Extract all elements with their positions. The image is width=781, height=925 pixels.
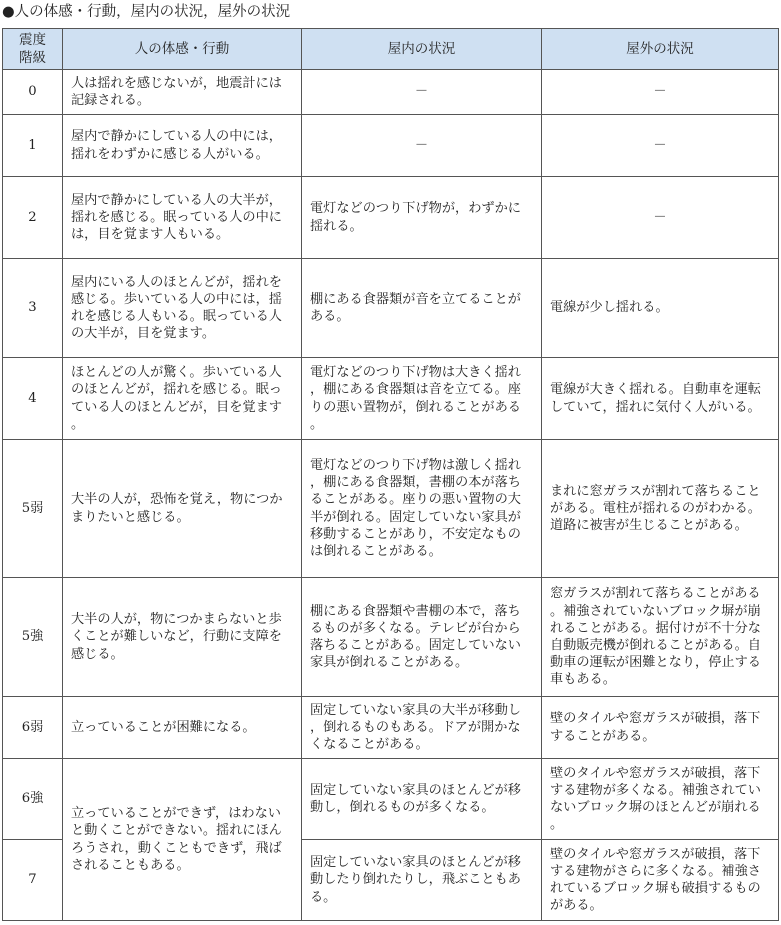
people-cell: 大半の人が，物につかまらないと歩くことが難しいなど，行動に支障を感じる。 — [63, 578, 302, 697]
outdoor-cell: 窓ガラスが割れて落ちることがある。補強されていないブロック塀が崩れることがある。据付けが不十分な自動販売機が倒れることがある。自動車の運転が困難となり，停止する車もある。 — [542, 578, 779, 697]
table-row — [3, 358, 779, 440]
outdoor-cell: － — [542, 70, 779, 115]
people-cell: 屋内で静かにしている人の大半が，揺れを感じる。眠っている人の中には，目を覚ます人もいる。 — [63, 177, 302, 259]
people-cell: 屋内で静かにしている人の中には，揺れをわずかに感じる人がいる。 — [63, 115, 302, 177]
table-row — [3, 578, 779, 697]
level-cell: 1 — [3, 115, 63, 177]
table-row — [3, 259, 779, 358]
people-cell: ほとんどの人が驚く。歩いている人のほとんどが，揺れを感じる。眠っている人のほとんどが，目を覚ます。 — [63, 358, 302, 440]
table-row — [3, 759, 779, 840]
header-level: 震度 階級 — [3, 29, 63, 70]
outdoor-cell: 電線が少し揺れる。 — [542, 259, 779, 358]
indoor-cell: 電灯などのつり下げ物は激しく揺れ，棚にある食器類，書棚の本が落ちることがある。座りの悪い置物の大半が倒れる。固定していない家具が移動することがあり，不安定なものは倒れることがある。 — [302, 440, 542, 578]
table-row — [3, 177, 779, 259]
indoor-cell: － — [302, 115, 542, 177]
indoor-cell: 電灯などのつり下げ物が，わずかに揺れる。 — [302, 177, 542, 259]
people-cell: 人は揺れを感じないが，地震計には記録される。 — [63, 70, 302, 115]
header-indoor: 屋内の状況 — [302, 29, 542, 70]
table-row — [3, 440, 779, 578]
outdoor-cell: 壁のタイルや窓ガラスが破損，落下することがある。 — [542, 697, 779, 759]
section-title: ●人の体感・行動，屋内の状況，屋外の状況 — [2, 4, 291, 20]
indoor-cell: － — [302, 70, 542, 115]
level-cell: 6強 — [3, 759, 63, 840]
people-cell: 立っていることができず，はわないと動くことができない。揺れにほんろうされ，動くこともできず，飛ばされることもある。 — [63, 759, 302, 921]
indoor-cell: 棚にある食器類や書棚の本で，落ちるものが多くなる。テレビが台から落ちることがある。固定していない家具が倒れることがある。 — [302, 578, 542, 697]
indoor-cell: 固定していない家具の大半が移動し，倒れるものもある。ドアが開かなくなることがある。 — [302, 697, 542, 759]
level-cell: 6弱 — [3, 697, 63, 759]
table-row — [3, 70, 779, 115]
indoor-cell: 固定していない家具のほとんどが移動したり倒れたりし，飛ぶこともある。 — [302, 840, 542, 921]
header-people: 人の体感・行動 — [63, 29, 302, 70]
people-cell: 立っていることが困難になる。 — [63, 697, 302, 759]
seismic-intensity-table — [2, 28, 779, 921]
level-cell: 7 — [3, 840, 63, 921]
level-cell: 0 — [3, 70, 63, 115]
outdoor-cell: － — [542, 115, 779, 177]
level-cell: 2 — [3, 177, 63, 259]
indoor-cell: 電灯などのつり下げ物は大きく揺れ，棚にある食器類は音を立てる。座りの悪い置物が，倒れることがある。 — [302, 358, 542, 440]
table-row — [3, 697, 779, 759]
people-cell: 大半の人が，恐怖を覚え，物につかまりたいと感じる。 — [63, 440, 302, 578]
header-row — [3, 29, 779, 70]
header-outdoor: 屋外の状況 — [542, 29, 779, 70]
outdoor-cell: 壁のタイルや窓ガラスが破損，落下する建物がさらに多くなる。補強されているブロック塀も破損するものがある。 — [542, 840, 779, 921]
level-cell: 5弱 — [3, 440, 63, 578]
level-cell: 3 — [3, 259, 63, 358]
level-cell: 5強 — [3, 578, 63, 697]
people-cell: 屋内にいる人のほとんどが，揺れを感じる。歩いている人の中には，揺れを感じる人もいる。眠っている人の大半が，目を覚ます。 — [63, 259, 302, 358]
level-cell: 4 — [3, 358, 63, 440]
outdoor-cell: 電線が大きく揺れる。自動車を運転していて，揺れに気付く人がいる。 — [542, 358, 779, 440]
table-row — [3, 115, 779, 177]
indoor-cell: 棚にある食器類が音を立てることがある。 — [302, 259, 542, 358]
outdoor-cell: 壁のタイルや窓ガラスが破損，落下する建物が多くなる。補強されていないブロック塀のほとんどが崩れる。 — [542, 759, 779, 840]
outdoor-cell: － — [542, 177, 779, 259]
outdoor-cell: まれに窓ガラスが割れて落ちることがある。電柱が揺れるのがわかる。道路に被害が生じることがある。 — [542, 440, 779, 578]
indoor-cell: 固定していない家具のほとんどが移動し，倒れるものが多くなる。 — [302, 759, 542, 840]
